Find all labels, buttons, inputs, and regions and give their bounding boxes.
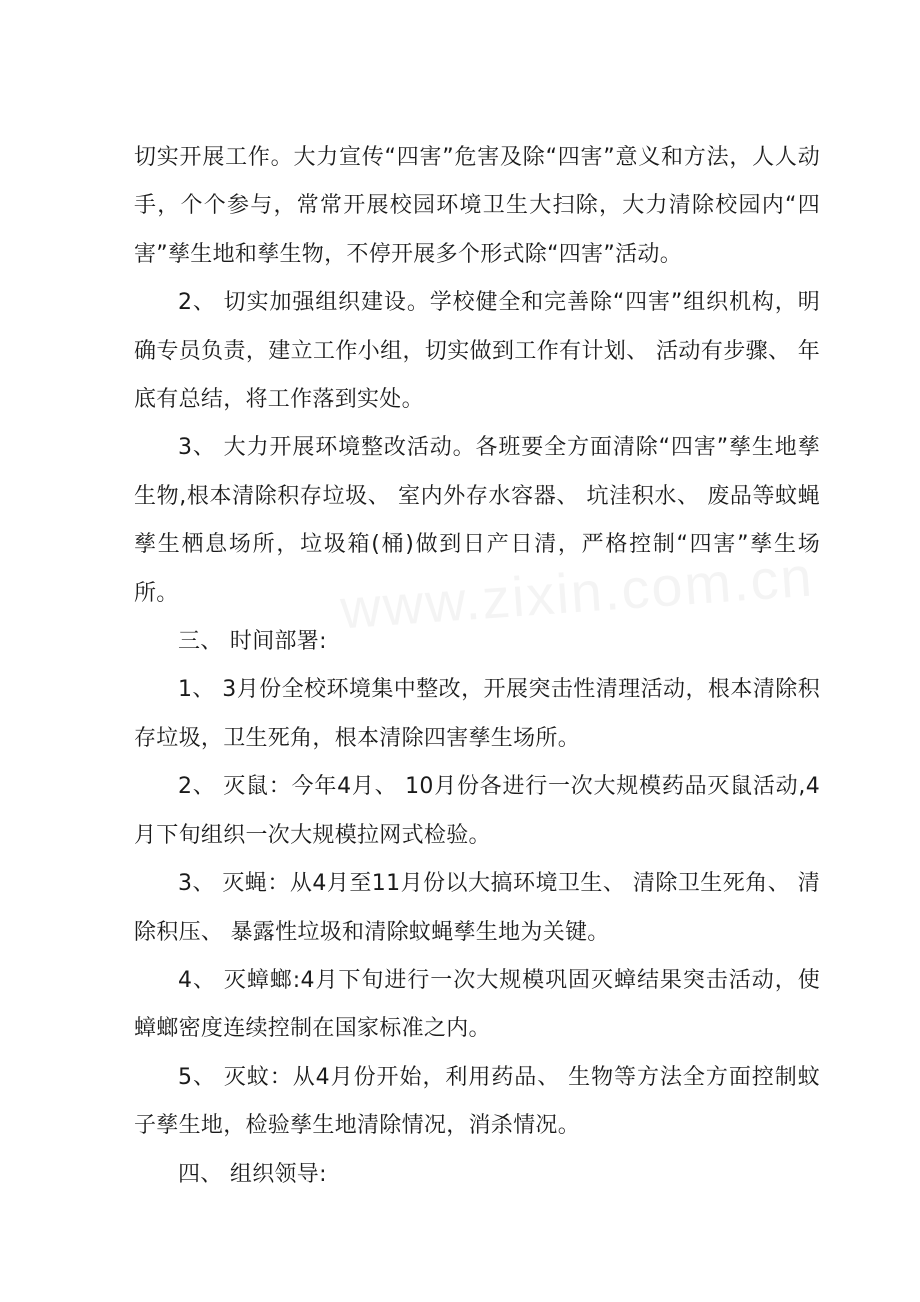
paragraph-time-item-2-rats: 2、 灭鼠：今年4月、 10月份各进行一次大规模药品灭鼠活动,4月下旬组织一次大规模拉网式检验。 (134, 774, 820, 848)
section-heading-time-plan: 三、 时间部署: (178, 629, 327, 655)
document-body (134, 134, 820, 1199)
paragraph-item-2-organization: 2、 切实加强组织建设。学校健全和完善除“四害”组织机构，明确专员负责，建立工作小组，切实做到工作有计划、 活动有步骤、 年底有总结，将工作落到实处。 (134, 290, 820, 413)
paragraph-item-3-environment: 3、 大力开展环境整改活动。各班要全方面清除“四害”孳生地孳生物,根本清除积存垃圾、 室内外存水容器、 坑洼积水、 废品等蚊蝇孳生栖息场所，垃圾箱(桶)做到日产日清，严格控制“四害”孳生场所。 (134, 435, 820, 606)
paragraph-time-item-5-mosquitoes: 5、 灭蚊：从4月份开始，利用药品、 生物等方法全方面控制蚊子孳生地，检验孳生地清除情况，消杀情况。 (134, 1064, 820, 1139)
paragraph-time-item-3-flies: 3、 灭蝇：从4月至11月份以大搞环境卫生、 清除卫生死角、 清除积压、 暴露性垃圾和清除蚊蝇孳生地为关键。 (134, 871, 820, 945)
section-heading-leadership: 四、 组织领导: (178, 1161, 327, 1187)
paragraph-time-item-4-cockroaches: 4、 灭蟑螂:4月下旬进行一次大规模巩固灭蟑结果突击活动，使蟑螂密度连续控制在国家标准之内。 (134, 967, 820, 1042)
paragraph-time-item-1: 1、 3月份全校环境集中整改，开展突击性清理活动，根本清除积存垃圾，卫生死角，根本清除四害孳生场所。 (134, 677, 820, 751)
paragraph-continuation: 切实开展工作。大力宣传“四害”危害及除“四害”意义和方法，人人动手，个个参与，常常开展校园环境卫生大扫除，大力清除校园内“四害”孳生地和孳生物，不停开展多个形式除“四害”活动。 (134, 145, 820, 267)
